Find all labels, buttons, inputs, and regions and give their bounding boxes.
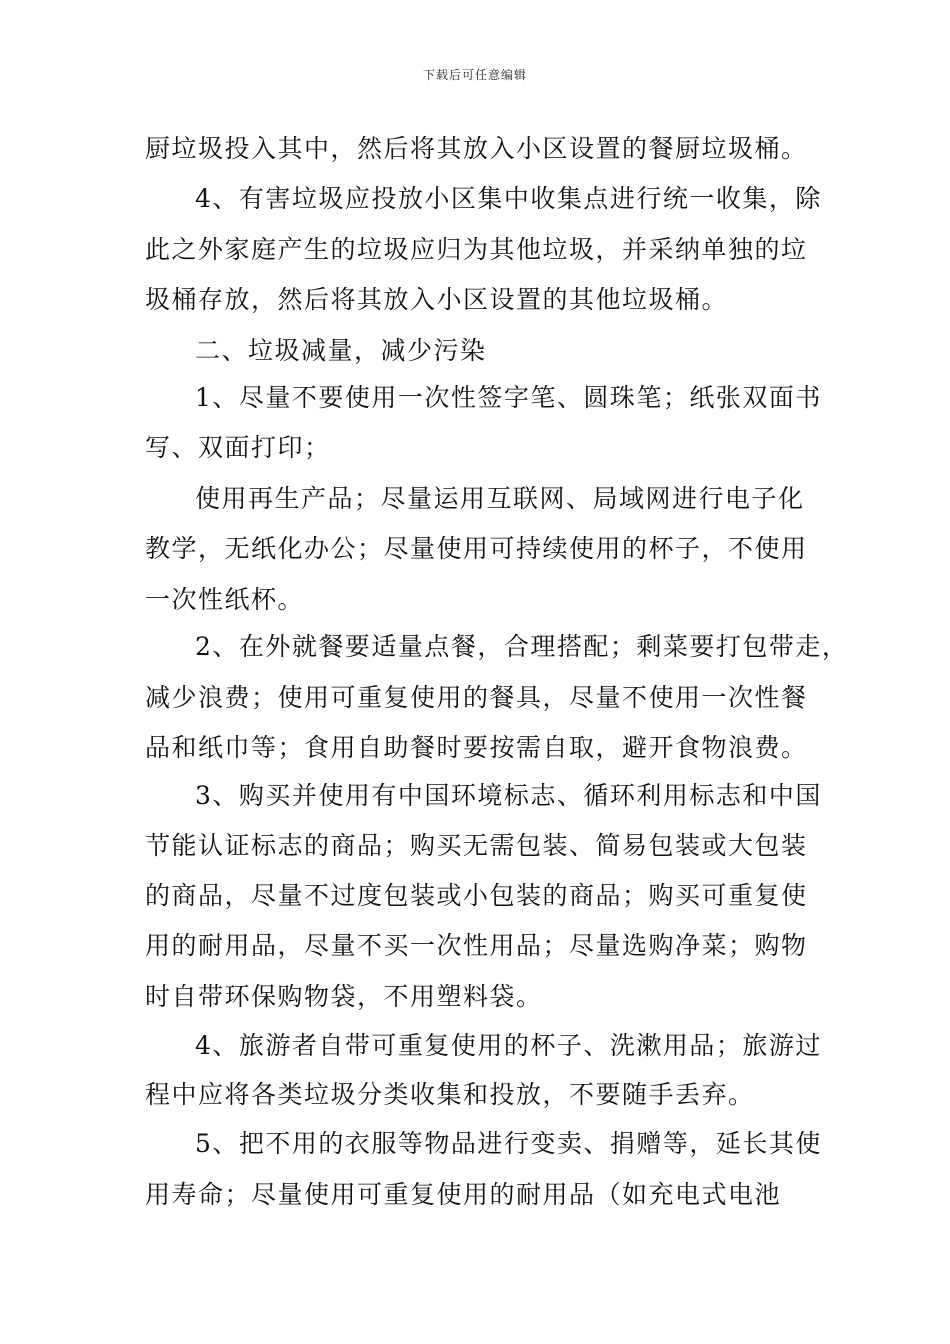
text-line: 圾桶存放，然后将其放入小区设置的其他垃圾桶。 — [145, 285, 729, 314]
text-line: 2、在外就餐要适量点餐，合理搭配；剩菜要打包带走， — [195, 632, 849, 661]
text-line: 3、购买并使用有中国环境标志、循环利用标志和中国 — [195, 781, 822, 810]
text-line: 用寿命；尽量使用可重复使用的耐用品（如充电式电池 — [145, 1180, 782, 1209]
text-line: 品和纸巾等；食用自助餐时要按需自取，避开食物浪费。 — [145, 733, 808, 762]
text-line: 4、旅游者自带可重复使用的杯子、洗漱用品；旅游过 — [195, 1031, 822, 1060]
text-line: 节能认证标志的商品；购买无需包装、简易包装或大包装 — [145, 831, 808, 860]
text-line: 写、双面打印； — [145, 433, 331, 462]
text-line: 一次性纸杯。 — [145, 585, 305, 614]
section-heading: 二、垃圾减量，减少污染 — [195, 336, 487, 365]
text-line: 使用再生产品；尽量运用互联网、局域网进行电子化 — [195, 484, 805, 513]
text-line: 减少浪费；使用可重复使用的餐具，尽量不使用一次性餐 — [145, 683, 808, 712]
text-line: 此之外家庭产生的垃圾应归为其他垃圾，并采纳单独的垃 — [145, 235, 808, 264]
text-line: 时自带环保购物袋，不用塑料袋。 — [145, 982, 543, 1011]
text-line: 的商品，尽量不过度包装或小包装的商品；购买可重复使 — [145, 881, 808, 910]
text-line: 教学，无纸化办公；尽量使用可持续使用的杯子，不使用 — [145, 534, 808, 563]
text-line: 1、尽量不要使用一次性签字笔、圆珠笔；纸张双面书 — [195, 383, 822, 412]
page-header: 下载后可任意编辑 — [422, 68, 527, 82]
text-line: 5、把不用的衣服等物品进行变卖、捐赠等，延长其使 — [195, 1129, 822, 1158]
text-line: 4、有害垃圾应投放小区集中收集点进行统一收集，除 — [195, 184, 822, 213]
text-line: 用的耐用品，尽量不买一次性用品；尽量选购净菜；购物 — [145, 931, 808, 960]
text-line: 厨垃圾投入其中，然后将其放入小区设置的餐厨垃圾桶。 — [145, 134, 808, 163]
text-line: 程中应将各类垃圾分类收集和投放，不要随手丢弃。 — [145, 1080, 755, 1109]
